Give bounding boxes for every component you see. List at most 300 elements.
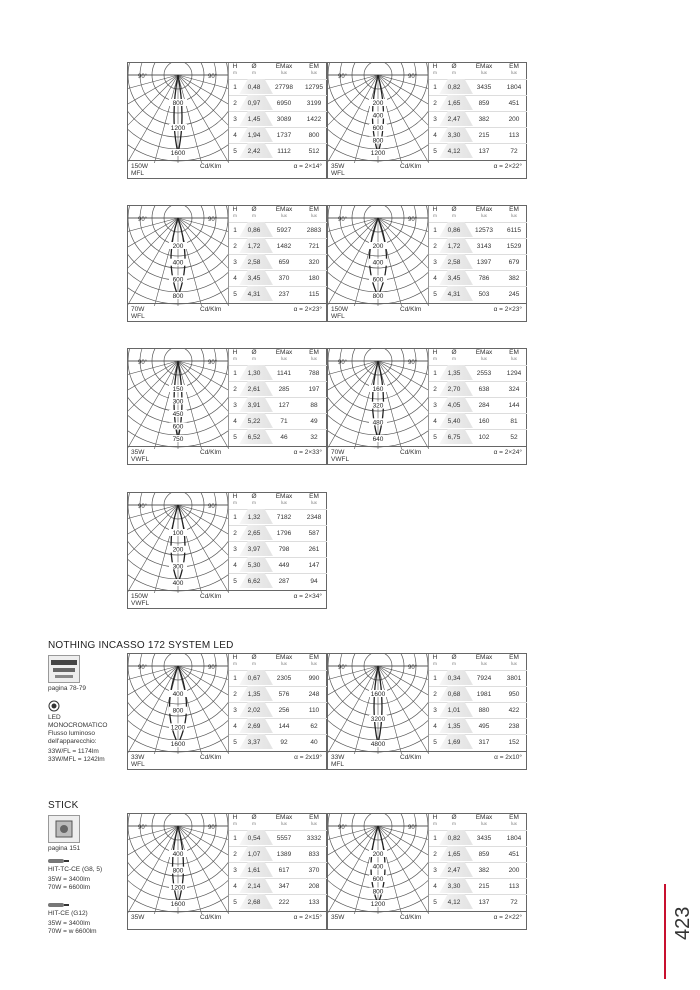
column-header: H m — [432, 349, 438, 361]
photometric-card — [327, 348, 527, 465]
table-cell: 1 — [233, 835, 237, 842]
table-header — [429, 63, 527, 79]
product-image — [49, 656, 79, 682]
photometric-table — [228, 814, 327, 914]
page-number: 423 — [672, 906, 694, 940]
table-cell: 113 — [508, 132, 520, 139]
table-cell: 4 — [433, 275, 437, 282]
table-cell: 3 — [233, 867, 237, 874]
table-cell: 2348 — [306, 514, 322, 521]
beam-angle: α = 2×22° — [493, 914, 522, 921]
card-footer — [128, 303, 326, 321]
table-cell: 4 — [233, 132, 237, 139]
angle-label: 90° — [138, 665, 148, 671]
table-cell: 3332 — [306, 835, 322, 842]
table-cell: 880 — [478, 707, 490, 714]
table-cell: 46 — [280, 434, 288, 441]
wattage-label: 33W MFL — [331, 754, 345, 768]
table-row — [429, 254, 527, 270]
table-cell: 2 — [233, 530, 237, 537]
table-cell: 3 — [233, 116, 237, 123]
column-header: H m — [232, 814, 238, 826]
table-cell: 5 — [233, 739, 237, 746]
column-header: H m — [232, 349, 238, 361]
table-cell: 3089 — [276, 116, 292, 123]
photometric-card — [127, 492, 327, 609]
wattage-label: 70W WFL — [131, 306, 145, 320]
table-cell: 786 — [478, 275, 490, 282]
table-cell: 197 — [308, 386, 320, 393]
table-cell: 5 — [233, 148, 237, 155]
angle-label: 90° — [338, 74, 348, 80]
table-row — [229, 894, 327, 910]
table-cell: 102 — [478, 434, 490, 441]
table-cell: 2 — [433, 691, 437, 698]
intensity-label: 3200 — [370, 716, 386, 723]
table-cell: 1397 — [476, 259, 492, 266]
table-cell: 27798 — [274, 84, 294, 91]
column-header: H m — [432, 814, 438, 826]
table-cell: 52 — [510, 434, 518, 441]
column-header: EM lux — [509, 814, 519, 826]
intensity-label: 400 — [172, 580, 184, 587]
intensity-label: 800 — [372, 293, 384, 300]
table-row — [429, 846, 527, 862]
table-cell: 503 — [478, 291, 490, 298]
photometric-table — [428, 349, 527, 449]
intensity-label: 400 — [372, 259, 384, 267]
table-cell: 2553 — [476, 370, 492, 377]
table-cell: 4,31 — [447, 291, 461, 298]
card-footer — [328, 751, 526, 769]
table-cell: 5,30 — [247, 562, 261, 569]
angle-label: 90° — [408, 825, 418, 831]
column-header: Ø m — [451, 206, 457, 218]
table-cell: 1,32 — [247, 514, 261, 521]
column-header: H m — [232, 654, 238, 666]
table-cell: 370 — [278, 275, 290, 282]
table-cell: 3,37 — [247, 739, 261, 746]
polar-diagram — [128, 206, 228, 306]
photometric-card — [127, 813, 327, 930]
polar-diagram — [328, 63, 428, 163]
column-header: Ø m — [451, 63, 457, 75]
intensity-label: 1600 — [170, 150, 186, 157]
angle-label: 90° — [138, 360, 148, 366]
table-cell: 2,42 — [247, 148, 261, 155]
table-cell: 144 — [278, 723, 290, 730]
table-cell: 4 — [233, 418, 237, 425]
table-cell: 222 — [278, 899, 290, 906]
photometric-table — [428, 814, 527, 914]
table-row — [229, 365, 327, 381]
table-cell: 1 — [233, 227, 237, 234]
pagina-ref: pagina 78-79 — [48, 685, 86, 692]
table-row — [429, 878, 527, 894]
section-title-stick: STICK — [48, 800, 79, 811]
table-cell: 12573 — [474, 227, 494, 234]
page-accent-bar — [664, 884, 666, 979]
intensity-label: 100 — [172, 530, 184, 537]
column-header: EMax lux — [275, 654, 293, 666]
lamp-2: HIT-CE (G12) — [48, 910, 88, 917]
photometric-table — [228, 654, 327, 754]
table-row — [229, 238, 327, 254]
table-cell: 382 — [478, 867, 490, 874]
polar-diagram — [128, 814, 228, 914]
table-cell: 4,12 — [447, 148, 461, 155]
table-cell: 2 — [233, 691, 237, 698]
intensity-label: 600 — [172, 276, 184, 284]
wattage-label: 35W VWFL — [131, 449, 150, 463]
table-cell: 3,45 — [447, 275, 461, 282]
table-cell: 4,12 — [447, 899, 461, 906]
angle-label: 90° — [138, 825, 148, 831]
column-header: H m — [232, 63, 238, 75]
table-cell: 7924 — [476, 675, 492, 682]
table-cell: 1,01 — [447, 707, 461, 714]
table-cell: 261 — [308, 546, 320, 553]
table-header — [229, 206, 327, 222]
table-cell: 2 — [433, 851, 437, 858]
table-cell: 1,94 — [247, 132, 261, 139]
table-cell: 215 — [478, 132, 490, 139]
intensity-label: 800 — [372, 137, 384, 145]
table-header — [429, 654, 527, 670]
table-row — [229, 702, 327, 718]
table-cell: 71 — [280, 418, 288, 425]
lamp-2b: 70W = w 6600lm — [48, 928, 97, 935]
table-cell: 324 — [508, 386, 520, 393]
unit-label: Cd/Klm — [200, 306, 222, 313]
table-row — [229, 878, 327, 894]
beam-angle: α = 2×22° — [493, 163, 522, 170]
table-row — [229, 286, 327, 302]
table-row — [429, 127, 527, 143]
table-cell: 2,68 — [247, 899, 261, 906]
mono-label: MONOCROMATICO — [48, 722, 108, 729]
intensity-label: 400 — [372, 112, 384, 120]
product-image — [49, 816, 79, 842]
table-cell: 0,67 — [247, 675, 261, 682]
table-cell: 5 — [233, 291, 237, 298]
table-cell: 2,65 — [247, 530, 261, 537]
led-label: LED — [48, 714, 61, 721]
table-header — [429, 349, 527, 365]
angle-label: 90° — [208, 504, 218, 510]
table-header — [229, 493, 327, 509]
table-cell: 2 — [433, 243, 437, 250]
table-row — [229, 95, 327, 111]
wattage-label: 150W VWFL — [131, 593, 150, 607]
table-row — [429, 429, 527, 445]
table-row — [429, 413, 527, 429]
table-cell: 2,69 — [247, 723, 261, 730]
table-cell: 1,69 — [447, 739, 461, 746]
table-row — [229, 846, 327, 862]
intensity-label: 450 — [172, 411, 184, 418]
card-footer — [128, 911, 326, 929]
angle-label: 90° — [208, 665, 218, 671]
table-cell: 2,58 — [447, 259, 461, 266]
angle-label: 90° — [338, 825, 348, 831]
angle-label: 90° — [408, 217, 418, 223]
table-cell: 4 — [433, 883, 437, 890]
table-cell: 12795 — [304, 84, 324, 91]
table-cell: 638 — [478, 386, 490, 393]
table-cell: 1,07 — [247, 851, 261, 858]
table-cell: 451 — [508, 851, 520, 858]
card-footer — [128, 590, 326, 608]
angle-label: 90° — [408, 665, 418, 671]
table-cell: 2 — [233, 100, 237, 107]
table-row — [429, 862, 527, 878]
table-cell: 62 — [310, 723, 318, 730]
table-cell: 512 — [308, 148, 320, 155]
table-cell: 4 — [233, 723, 237, 730]
table-cell: 284 — [478, 402, 490, 409]
wattage-label: 33W WFL — [131, 754, 145, 768]
table-cell: 237 — [278, 291, 290, 298]
table-cell: 3435 — [476, 84, 492, 91]
table-cell: 238 — [508, 723, 520, 730]
column-header: H m — [432, 654, 438, 666]
table-cell: 1804 — [506, 84, 522, 91]
column-header: Ø m — [451, 654, 457, 666]
table-cell: 3,45 — [247, 275, 261, 282]
table-cell: 1389 — [276, 851, 292, 858]
dell-label: dell'apparecchio: — [48, 738, 97, 745]
angle-label: 90° — [208, 74, 218, 80]
table-header — [229, 63, 327, 79]
photometric-table — [428, 63, 527, 163]
intensity-label: 200 — [372, 100, 384, 107]
table-cell: 1 — [233, 675, 237, 682]
photometric-card — [127, 653, 327, 770]
intensity-label: 800 — [172, 100, 184, 107]
table-cell: 1,35 — [447, 370, 461, 377]
column-header: EMax lux — [475, 206, 493, 218]
table-header — [229, 349, 327, 365]
flusso-label: Flusso luminoso — [48, 730, 95, 737]
table-cell: 370 — [308, 867, 320, 874]
table-cell: 659 — [278, 259, 290, 266]
table-cell: 72 — [510, 148, 518, 155]
table-cell: 3 — [433, 259, 437, 266]
intensity-label: 400 — [172, 851, 184, 858]
unit-label: Cd/Klm — [400, 914, 422, 921]
column-header: EMax lux — [475, 654, 493, 666]
polar-diagram — [328, 349, 428, 449]
table-cell: 1,45 — [247, 116, 261, 123]
photometric-card — [327, 813, 527, 930]
unit-label: Cd/Klm — [200, 754, 222, 761]
photometric-table — [428, 654, 527, 754]
beam-angle: α = 2×23° — [493, 306, 522, 313]
table-cell: 144 — [508, 402, 520, 409]
table-cell: 7182 — [276, 514, 292, 521]
angle-label: 90° — [208, 360, 218, 366]
intensity-label: 200 — [372, 851, 384, 858]
unit-label: Cd/Klm — [400, 306, 422, 313]
table-row — [229, 541, 327, 557]
table-cell: 1,35 — [447, 723, 461, 730]
table-row — [229, 557, 327, 573]
intensity-label: 600 — [372, 276, 384, 284]
table-cell: 3,30 — [447, 883, 461, 890]
table-cell: 4 — [433, 132, 437, 139]
table-cell: 0,97 — [247, 100, 261, 107]
table-cell: 347 — [278, 883, 290, 890]
photometric-card — [327, 62, 527, 179]
card-footer — [328, 446, 526, 464]
table-cell: 833 — [308, 851, 320, 858]
table-cell: 1141 — [277, 370, 291, 377]
intensity-label: 1200 — [370, 901, 386, 908]
table-cell: 208 — [308, 883, 320, 890]
column-header: H m — [432, 63, 438, 75]
table-cell: 950 — [508, 691, 520, 698]
photometric-table — [228, 206, 327, 306]
intensity-label: 1200 — [170, 724, 186, 732]
table-cell: 1 — [233, 370, 237, 377]
table-cell: 0,54 — [247, 835, 261, 842]
pagina-ref: pagina 151 — [48, 845, 81, 852]
section-title-nothing: NOTHING INCASSO 172 SYSTEM LED — [48, 640, 234, 651]
column-header: H m — [432, 206, 438, 218]
polar-diagram — [328, 206, 428, 306]
card-footer — [328, 160, 526, 178]
intensity-label: 800 — [172, 707, 184, 715]
table-row — [229, 111, 327, 127]
table-row — [429, 238, 527, 254]
unit-label: Cd/Klm — [400, 449, 422, 456]
table-cell: 721 — [308, 243, 320, 250]
table-cell: 2,14 — [247, 883, 261, 890]
table-cell: 92 — [280, 739, 288, 746]
table-cell: 285 — [278, 386, 290, 393]
intensity-label: 1600 — [170, 741, 186, 748]
intensity-label: 800 — [172, 867, 184, 875]
table-cell: 1,30 — [247, 370, 261, 377]
intensity-label: 600 — [372, 125, 384, 132]
photometric-table — [228, 63, 327, 163]
column-header: Ø m — [451, 814, 457, 826]
angle-label: 90° — [138, 217, 148, 223]
column-header: EM lux — [309, 206, 319, 218]
angle-label: 90° — [138, 74, 148, 80]
table-row — [229, 254, 327, 270]
column-header: EM lux — [309, 349, 319, 361]
intensity-label: 200 — [172, 243, 184, 250]
table-row — [229, 509, 327, 525]
table-cell: 1737 — [276, 132, 292, 139]
table-row — [229, 670, 327, 686]
table-cell: 0,86 — [447, 227, 461, 234]
table-cell: 1 — [233, 514, 237, 521]
table-cell: 3 — [433, 707, 437, 714]
table-row — [229, 222, 327, 238]
table-cell: 4,05 — [447, 402, 461, 409]
table-cell: 160 — [478, 418, 490, 425]
table-cell: 152 — [508, 739, 520, 746]
table-cell: 0,86 — [247, 227, 261, 234]
table-cell: 1 — [433, 84, 437, 91]
table-cell: 3 — [233, 707, 237, 714]
table-cell: 1,65 — [447, 851, 461, 858]
photometric-table — [228, 349, 327, 449]
table-cell: 4 — [233, 275, 237, 282]
table-row — [229, 143, 327, 159]
table-cell: 2 — [433, 100, 437, 107]
table-cell: 2 — [433, 386, 437, 393]
photometric-table — [228, 493, 327, 593]
table-cell: 5,22 — [247, 418, 261, 425]
photometric-card — [127, 62, 327, 179]
column-header: EMax lux — [475, 814, 493, 826]
table-cell: 422 — [508, 707, 520, 714]
table-cell: 4 — [433, 418, 437, 425]
table-cell: 127 — [278, 402, 290, 409]
table-cell: 32 — [310, 434, 318, 441]
photometric-card — [127, 205, 327, 322]
intensity-label: 160 — [372, 386, 384, 393]
table-cell: 2,47 — [447, 116, 461, 123]
column-header: Ø m — [251, 206, 257, 218]
table-cell: 576 — [278, 691, 290, 698]
table-cell: 587 — [308, 530, 320, 537]
table-cell: 1112 — [277, 148, 291, 155]
photometric-card — [327, 653, 527, 770]
column-header: Ø m — [451, 349, 457, 361]
card-footer — [328, 911, 526, 929]
table-cell: 2,47 — [447, 867, 461, 874]
stick-specs-2 — [48, 910, 97, 936]
intensity-label: 1200 — [170, 884, 186, 892]
table-header — [229, 814, 327, 830]
card-footer — [128, 446, 326, 464]
intensity-label: 600 — [172, 423, 184, 431]
table-cell: 248 — [308, 691, 320, 698]
table-cell: 451 — [508, 100, 520, 107]
table-cell: 3 — [233, 402, 237, 409]
table-cell: 2,02 — [247, 707, 261, 714]
table-cell: 1,72 — [447, 243, 461, 250]
table-cell: 113 — [508, 883, 520, 890]
table-cell: 0,82 — [447, 835, 461, 842]
table-cell: 1482 — [276, 243, 292, 250]
table-cell: 3199 — [306, 100, 322, 107]
intensity-label: 600 — [372, 876, 384, 883]
intensity-label: 1600 — [370, 691, 386, 698]
table-cell: 382 — [478, 116, 490, 123]
intensity-label: 200 — [172, 546, 184, 554]
table-row — [429, 894, 527, 910]
table-cell: 3143 — [476, 243, 492, 250]
table-row — [429, 830, 527, 846]
table-cell: 4,31 — [247, 291, 261, 298]
beam-angle: α = 2×34° — [293, 593, 322, 600]
table-cell: 3 — [233, 259, 237, 266]
intensity-label: 480 — [372, 419, 384, 427]
table-cell: 0,82 — [447, 84, 461, 91]
table-cell: 800 — [308, 132, 320, 139]
table-cell: 115 — [308, 291, 320, 298]
table-cell: 449 — [278, 562, 290, 569]
column-header: H m — [232, 206, 238, 218]
wattage-label: 35W WFL — [331, 163, 345, 177]
table-cell: 5 — [433, 291, 437, 298]
